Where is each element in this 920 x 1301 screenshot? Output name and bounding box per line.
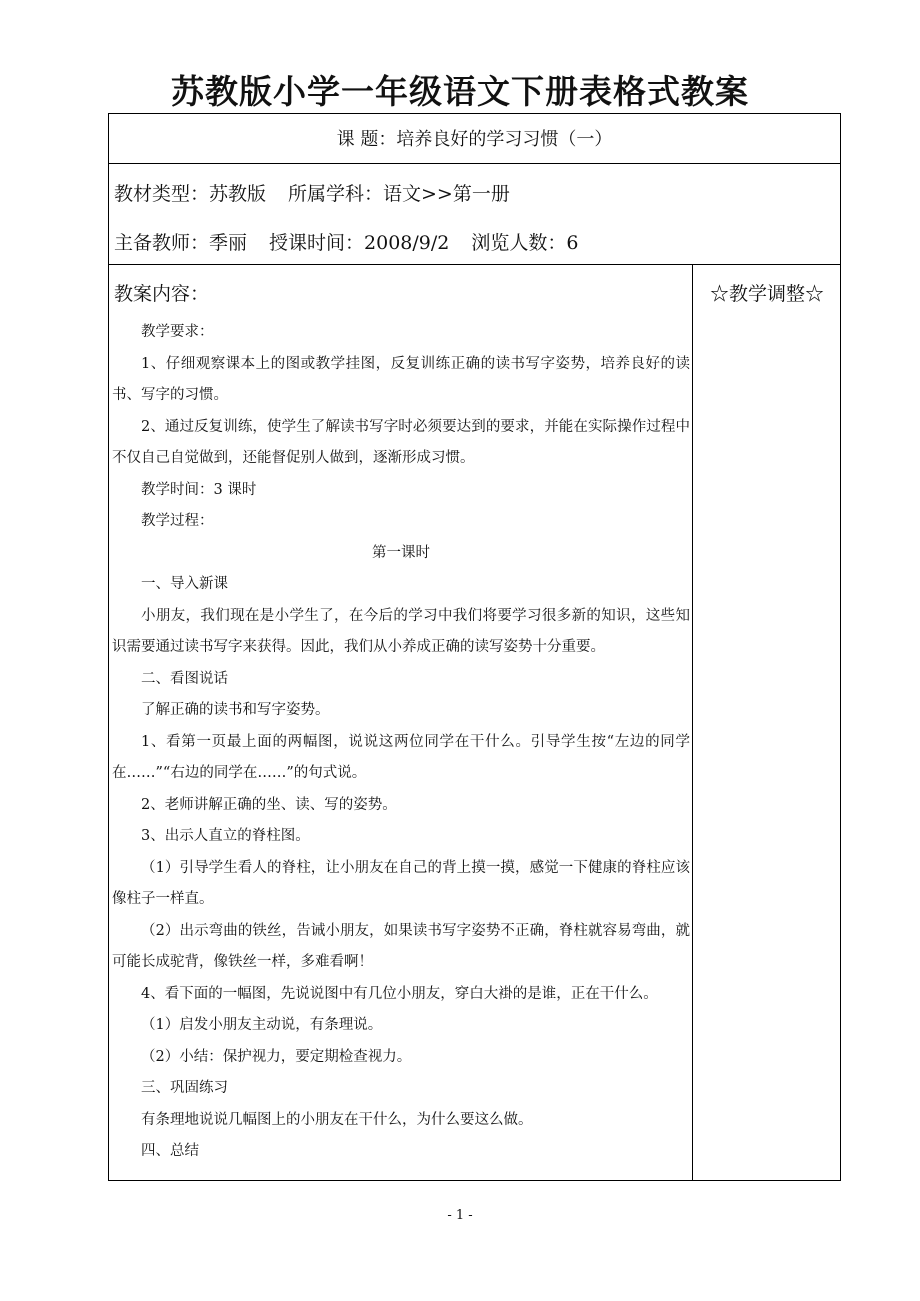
paragraph: 教学过程： — [141, 513, 214, 529]
paragraph: （2）出示弯曲的铁丝，告诫小朋友，如果读书写字姿势不正确，脊柱就容易弯曲，就可能长成驼背，像铁丝一样，多难看啊！ — [112, 922, 690, 970]
lesson-plan-table — [108, 113, 841, 1181]
paragraph: 教学要求： — [141, 324, 214, 340]
paragraph: （1）启发小朋友主动说，有条理说。 — [141, 1017, 383, 1033]
adjustment-label: ☆教学调整☆ — [709, 283, 824, 305]
paragraph: 2、通过反复训练，使学生了解读书写字时必须要达到的要求，并能在实际操作过程中不仅自己自觉做到，还能督促别人做到，逐渐形成习惯。 — [112, 418, 690, 466]
column-divider — [692, 264, 693, 1180]
document-title: 苏教版小学一年级语文下册表格式教案 — [171, 72, 749, 111]
paragraph: 2、老师讲解正确的坐、读、写的姿势。 — [141, 796, 397, 813]
lesson-date: 授课时间：2008/9/2 — [269, 232, 450, 254]
paragraph: 1、看第一页最上面的两幅图，说说这两位同学在干什么。引导学生按“左边的同学在……”“右边的同学在……”的句式说。 — [112, 733, 690, 781]
page-number: - 1 - — [447, 1208, 473, 1223]
meta-row-2 — [114, 228, 600, 255]
paragraph: （2）小结：保护视力，要定期检查视力。 — [141, 1048, 412, 1065]
lesson-content — [112, 317, 690, 1168]
lesson-topic: 课 题：培养良好的学习习惯（一） — [109, 114, 840, 164]
paragraph: 小朋友，我们现在是小学生了，在今后的学习中我们将要学习很多新的知识，这些知识需要通过读书写字来获得。因此，我们从小养成正确的读写姿势十分重要。 — [112, 607, 690, 655]
paragraph: （1）引导学生看人的脊柱，让小朋友在自己的背上摸一摸，感觉一下健康的脊柱应该像柱子一样直。 — [112, 859, 690, 907]
material-type: 教材类型：苏教版 — [114, 183, 267, 205]
paragraph: 四、总结 — [141, 1143, 199, 1159]
paragraph: 3、出示人直立的脊柱图。 — [141, 828, 310, 844]
paragraph: 1、仔细观察课本上的图或教学挂图，反复训练正确的读书写字姿势，培养良好的读书、写字的习惯。 — [112, 355, 690, 403]
paragraph: 4、看下面的一幅图，先说说图中有几位小朋友，穿白大褂的是谁，正在干什么。 — [141, 985, 658, 1002]
subject: 所属学科：语文>>第一册 — [288, 183, 510, 205]
view-count: 浏览人数：6 — [471, 232, 579, 254]
paragraph: 有条理地说说几幅图上的小朋友在干什么，为什么要这么做。 — [141, 1111, 533, 1128]
teacher: 主备教师：季丽 — [114, 232, 248, 254]
paragraph: 一、导入新课 — [141, 576, 228, 592]
paragraph: 教学时间：3 课时 — [141, 481, 257, 498]
paragraph: 三、巩固练习 — [141, 1080, 228, 1096]
paragraph: 二、看图说话 — [141, 670, 228, 687]
paragraph: 了解正确的读书和写字姿势。 — [141, 702, 330, 718]
table-divider — [109, 264, 840, 265]
section-heading: 第一课时 — [372, 544, 430, 561]
content-label: 教案内容： — [114, 283, 210, 305]
meta-row-1 — [114, 179, 532, 206]
